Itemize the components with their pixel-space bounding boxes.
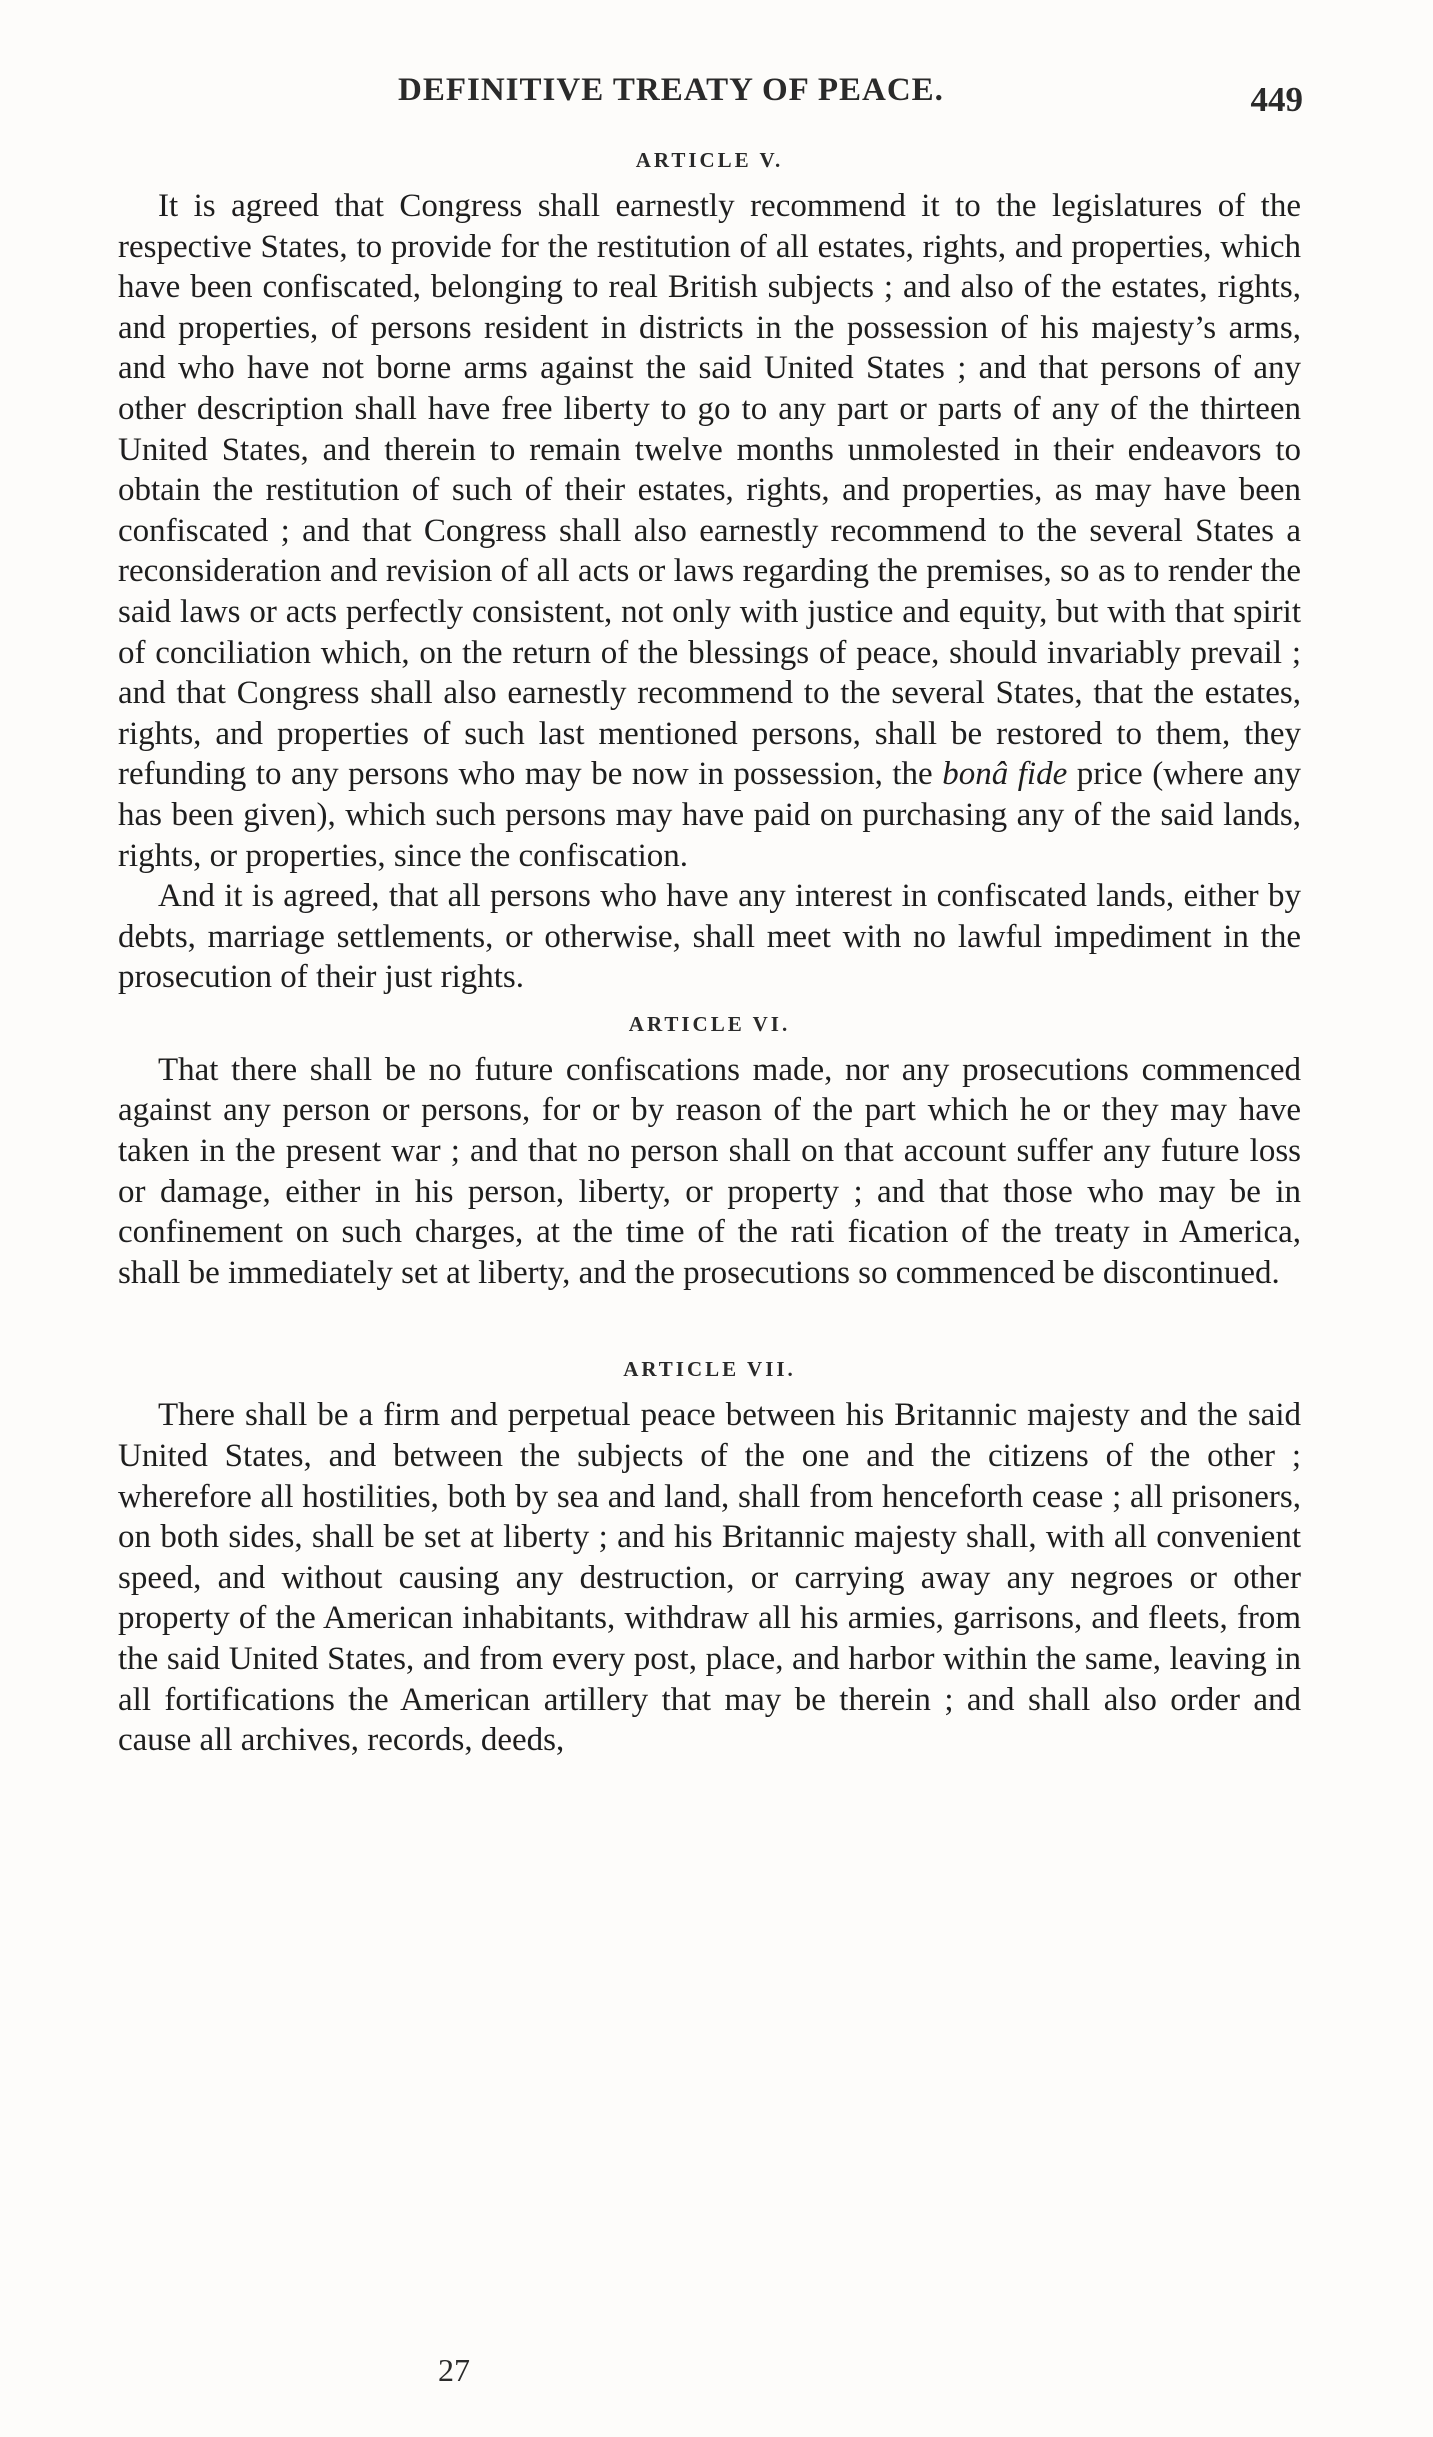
article-v-paragraph-2 — [118, 876, 1301, 998]
article-vii — [118, 1351, 1301, 1760]
italic-phrase: bonâ fide — [942, 756, 1068, 793]
running-title: DEFINITIVE TREATY OF PEACE. — [398, 72, 944, 108]
body-text — [118, 142, 1301, 1761]
article-heading: ARTICLE VI. — [628, 1011, 791, 1036]
article-heading: ARTICLE V. — [635, 148, 784, 172]
paragraph-text: There shall be a firm and perpetual peace between his Britannic majesty and the said United States, and between the subjects of the one and the citizens of the other ; wherefore all hostilities, both by sea and land, shall from henceforth cease ; all prisoners, on both sides, shall be set at liberty ; and his Britannic majesty shall, with all convenient speed, and without causing any destruction, or carrying away any negroes or other property of the American inhabitants, withdraw all his armies, garrisons, and fleets, from the said United States, and from every post, place, and harbor within the same, leaving in all fortifications the American artillery that may be therein ; and shall also order and cause all archives, records, deeds, — [118, 1397, 1301, 1759]
article-heading: ARTICLE VII. — [623, 1357, 796, 1382]
paragraph-text-continued: price (where any has been given), which such persons may have paid on purchasing any of the said lands, rights, or properties, since the confiscation. — [118, 756, 1302, 874]
article-vi-paragraph-1 — [118, 1050, 1301, 1294]
paragraph-text: It is agreed that Congress shall earnestly recommend it to the legislatures of the respective States, to provide for the restitution of all estates, rights, and properties, which have been confiscated, belonging to real British subjects ; and also of the estates, rights, and properties, of persons resident in districts in the possession of his majesty’s arms, and who have not borne arms against the said United States ; and that persons of any other description shall have free liberty to go to any part or parts of any of the thirteen United States, and therein to remain twelve months unmolested in their endeavors to obtain the restitution of such of their estates, rights, and properties, as may have been confiscated ; and that Congress shall also earnestly recommend to the several States a reconsideration and revision of all acts or laws regarding the premises, so as to render the said laws or acts perfectly consistent, not only with justice and equity, but with that spirit of conciliation which, on the return of the blessings of peace, should invariably prevail ; and that Congress shall also earnestly recommend to the several States, that the estates, rights, and properties of such last mentioned persons, shall be restored to them, they refunding to any persons who may be now in possession, the — [118, 188, 1301, 793]
article-v — [118, 142, 1301, 998]
page-number: 449 — [1250, 80, 1303, 119]
running-head — [118, 72, 1303, 122]
signature-mark: 27 — [438, 2352, 470, 2388]
article-vi — [118, 1006, 1301, 1294]
article-vii-paragraph-1 — [118, 1395, 1301, 1760]
paragraph-text: That there shall be no future confiscations made, nor any prosecutions commenced against any person or persons, for or by reason of the part which he or they may have taken in the present war ; and that no person shall on that account suffer any future loss or damage, either in his person, liberty, or property ; and that those who may be in confinement on such charges, at the time of the rati fication of the treaty in America, shall be immediately set at liberty, and the prosecutions so commenced be discontinued. — [118, 1051, 1301, 1291]
paragraph-text: And it is agreed, that all persons who have any interest in confiscated lands, either by debts, marriage settlements, or otherwise, shall meet with no lawful impediment in the prosecution of their just rights. — [118, 878, 1301, 996]
article-v-paragraph-1 — [118, 186, 1301, 876]
